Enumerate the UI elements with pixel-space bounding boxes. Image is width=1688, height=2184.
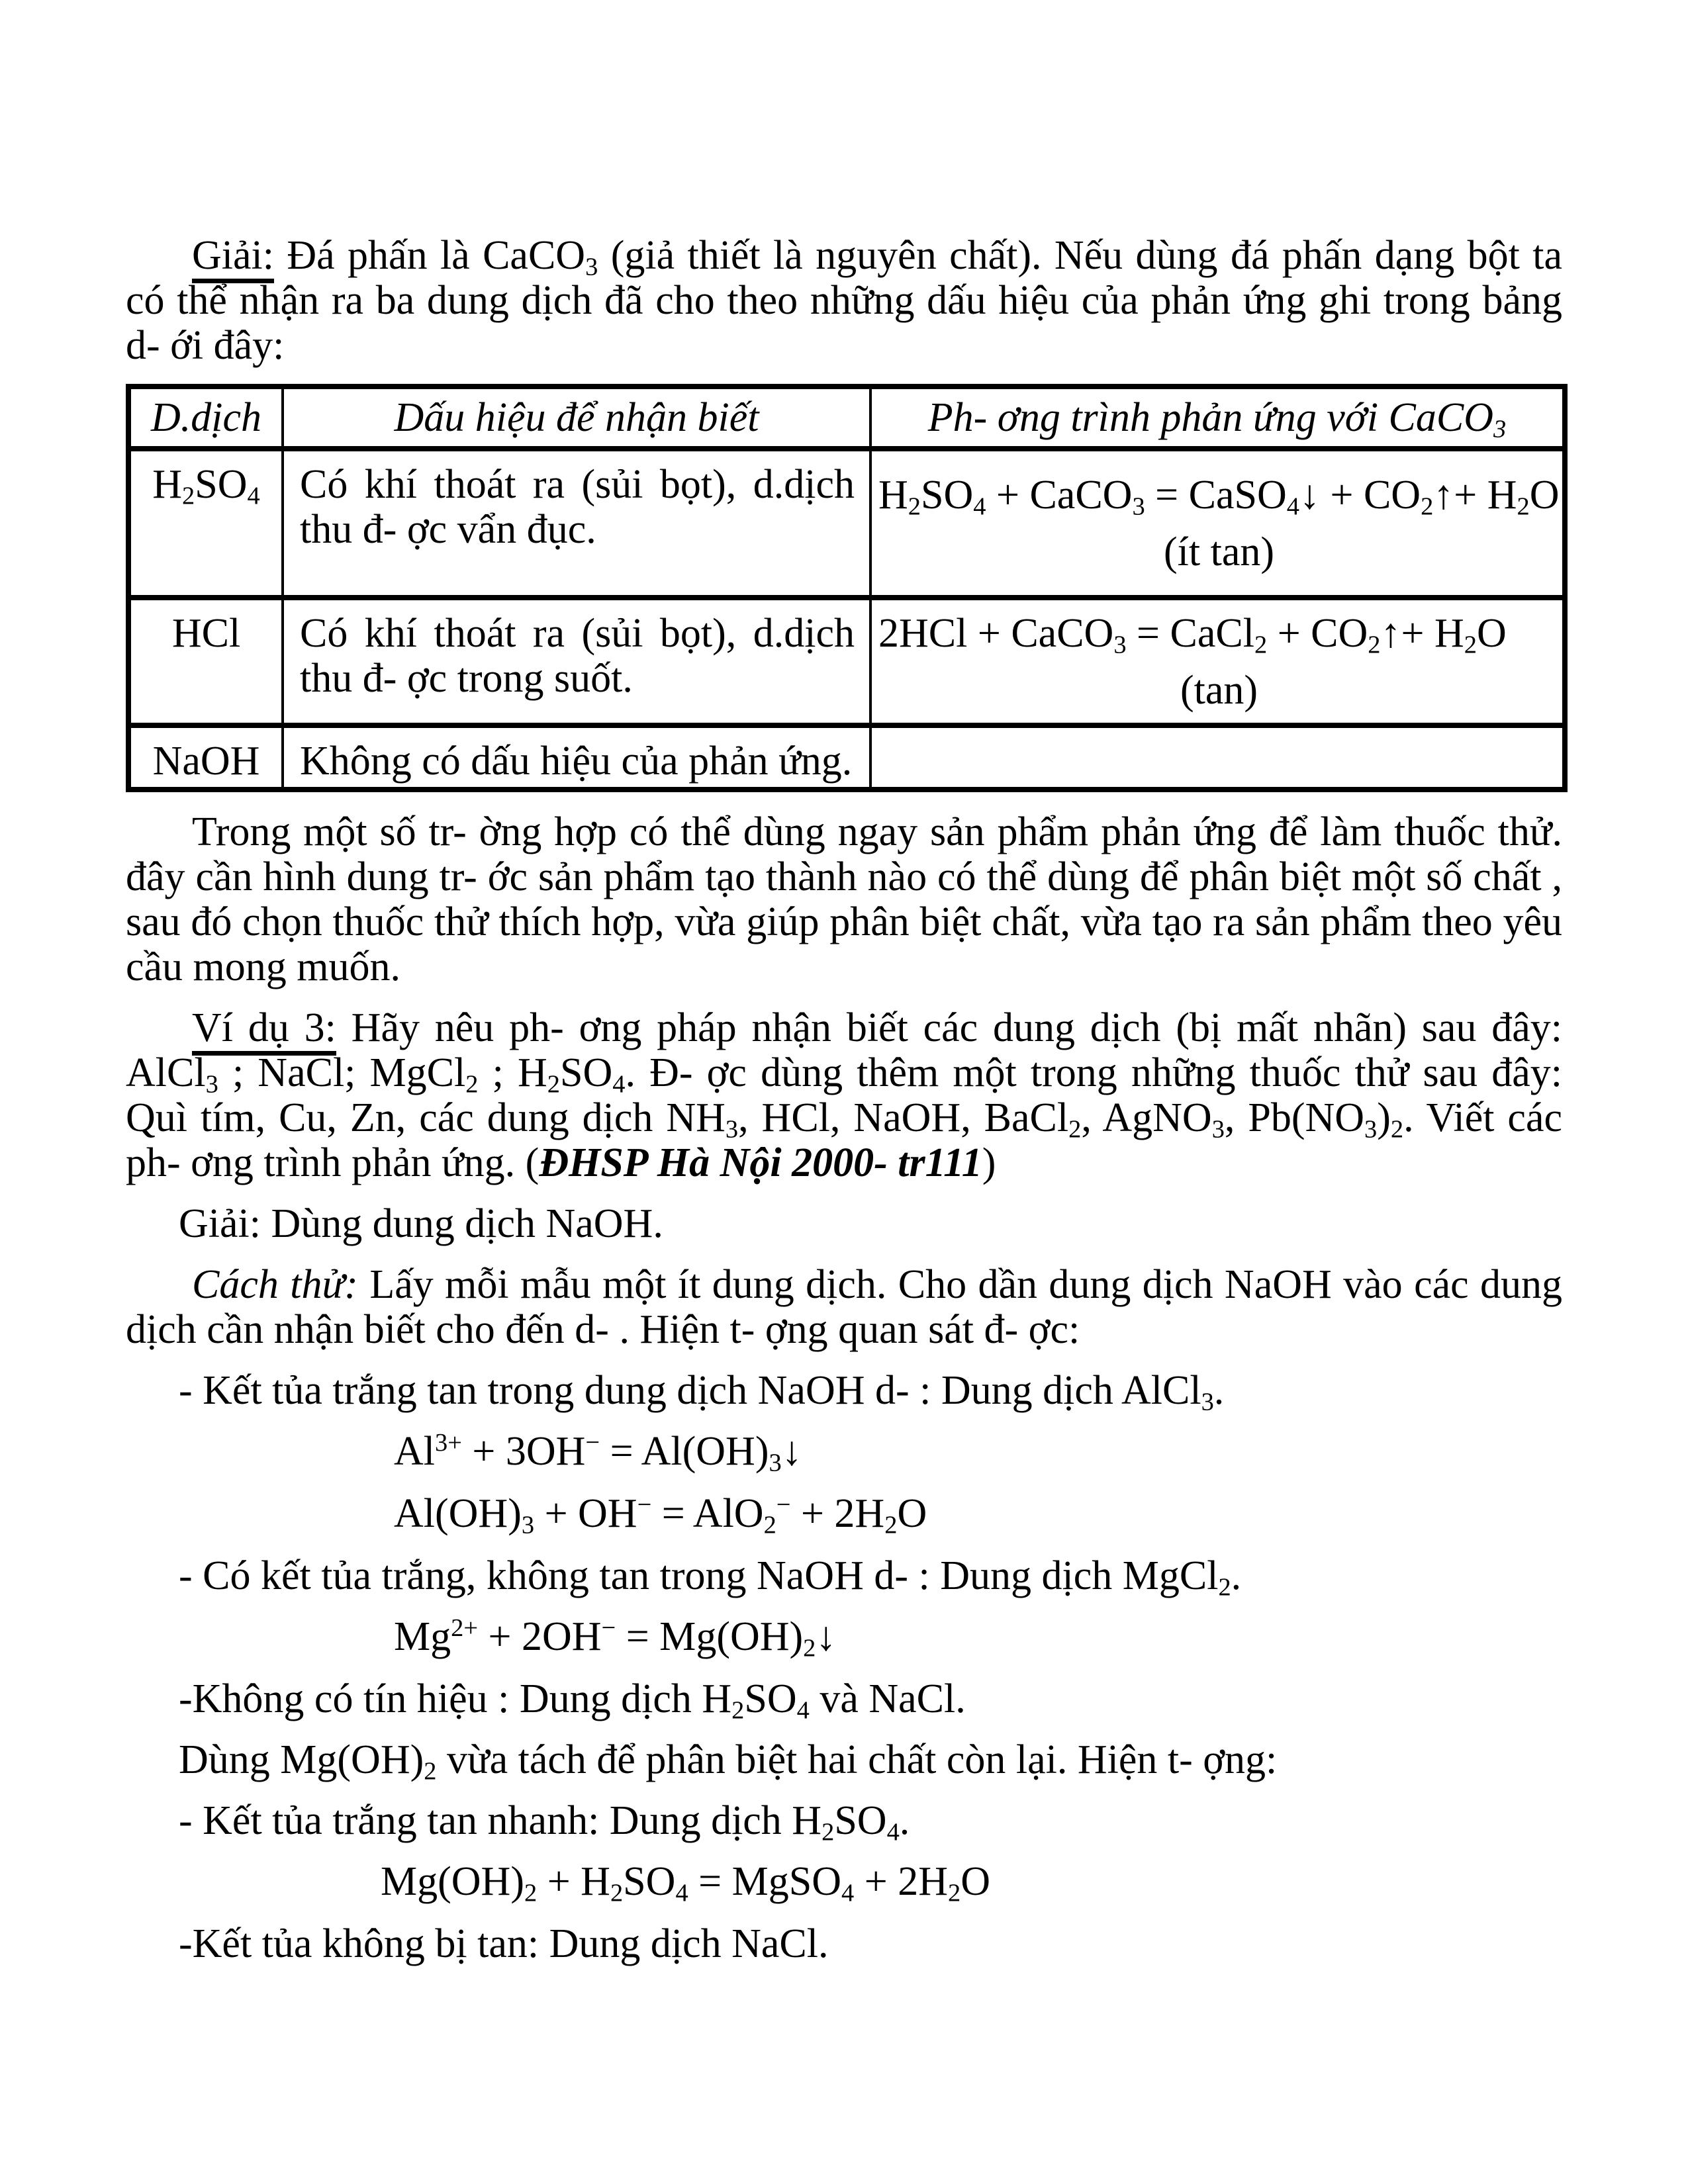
- table-header-row: [128, 387, 1565, 449]
- equation-hcl-caco3: 2HCl + CaCO$_3$ = CaCl$_2$ + $CO_2↑+ H_2O$: [878, 610, 1507, 659]
- equation-al-hydroxide: $Al^{3+} + 3OH^-$ = $Al(OH)_3↓$: [394, 1428, 802, 1477]
- equation-al-aluminate: $Al(OH)_3 + OH^- = AlO_2^- + 2H_2O$: [394, 1490, 927, 1539]
- paragraph-use-mgoh2: Dùng $Mg(OH)_2$ vừa tách để phân biệt hai chất còn lại. Hiện t- ợng:: [179, 1737, 1278, 1786]
- equation-h2so4-caco3: $H_2SO_4$ + CaCO$_3$ = CaSO$_4$↓ + $CO_2↑+ H_2O$: [878, 472, 1560, 521]
- list-item-observation-alcl3: - Kết tủa trắng tan trong dung dịch NaOH d- : Dung dịch AlCl$_3$.: [179, 1368, 1225, 1416]
- equation-mg-sulfate: $Mg(OH)_2 + H_2SO_4$ = MgSO$_4$ + $2H_2O$: [381, 1859, 990, 1907]
- table-row: [128, 725, 1565, 790]
- list-item-no-signal: -Không có tín hiệu : Dung dịch $H_2SO_4$ và NaCl.: [179, 1676, 966, 1725]
- equation-note-tan: (tan): [1180, 667, 1258, 713]
- cell-equation-hcl: [870, 598, 1565, 725]
- equation-note-it-tan: (ít tan): [1164, 529, 1274, 574]
- table-header-sign: Dấu hiệu để nhận biết: [283, 387, 870, 449]
- table-header-solution: D.dịch: [128, 387, 283, 449]
- table-header-equation: Ph- ơng trình phản ứng với CaCO$_3$: [870, 387, 1565, 449]
- list-item-observation-mgcl2: - Có kết tủa trắng, không tan trong NaOH d- : Dung dịch MgCl$_2$.: [179, 1553, 1242, 1602]
- cell-solution-hcl: HCl: [128, 598, 283, 725]
- paragraph-giai-intro: Giải: Đá phấn là CaCO$_3$ (giả thiết là nguyên chất). Nếu dùng đá phấn dạng bột ta có thể nhận ra ba dung dịch đã cho theo những dấu hiệu của phản ứng ghi trong bảng d- ới đây:: [126, 233, 1563, 368]
- list-item-observation-nacl: -Kết tủa không bị tan: Dung dịch NaCl.: [179, 1921, 829, 1966]
- cell-sign-h2so4: Có khí thoát ra (sủi bọt), d.dịch thu đ- ợc vẩn đục.: [283, 449, 870, 598]
- cell-solution-naoh: NaOH: [128, 725, 283, 790]
- paragraph-method: Cách thử: Lấy mỗi mẫu một ít dung dịch. Cho dần dung dịch NaOH vào các dung dịch cần nhận biết cho đến d- . Hiện t- ợng quan sát đ- ợc:: [126, 1262, 1563, 1352]
- cell-sign-hcl: Có khí thoát ra (sủi bọt), d.dịch thu đ- ợc trong suốt.: [283, 598, 870, 725]
- cell-equation-h2so4: [870, 449, 1565, 598]
- paragraph-after-table: Trong một số tr- ờng hợp có thể dùng ngay sản phẩm phản ứng để làm thuốc thử. đây cần hình dung tr- ớc sản phẩm tạo thành nào có thể dùng để phân biệt một số chất , sau đó chọn thuốc thử thích hợp, vừa giúp phân biệt chất, vừa tạo ra sản phẩm theo yêu cầu mong muốn.: [126, 809, 1562, 989]
- table-row: [128, 449, 1565, 598]
- reaction-table: [126, 384, 1568, 792]
- equation-mg-hydroxide: $Mg^{2+} + 2OH^-$ = $Mg(OH)_2↓$: [394, 1614, 837, 1662]
- paragraph-solution: Giải: Dùng dung dịch NaOH.: [179, 1201, 663, 1246]
- table-row: [128, 598, 1565, 725]
- cell-sign-naoh: Không có dấu hiệu của phản ứng.: [283, 725, 870, 790]
- cell-solution-h2so4: $H_2SO_4$: [128, 449, 283, 598]
- paragraph-example-3: Ví dụ 3: Hãy nêu ph- ơng pháp nhận biết các dung dịch (bị mất nhãn) sau đây: AlCl$_3$ ; NaCl; MgCl$_2$ ; $H_2SO_4$. Đ- ợc dùng thêm một trong những thuốc thử sau đây: Quì tím, Cu, Zn, các dung dịch $NH_3$, HCl, NaOH, BaCl$_2$, AgNO$_3$, $Pb(NO_3)_2$. Viết các ph- ơng trình phản ứng. (ĐHSP Hà Nội 2000- tr111): [126, 1005, 1563, 1185]
- list-item-observation-h2so4: - Kết tủa trắng tan nhanh: Dung dịch $H_2SO_4$.: [179, 1798, 910, 1846]
- cell-equation-naoh: [870, 725, 1565, 790]
